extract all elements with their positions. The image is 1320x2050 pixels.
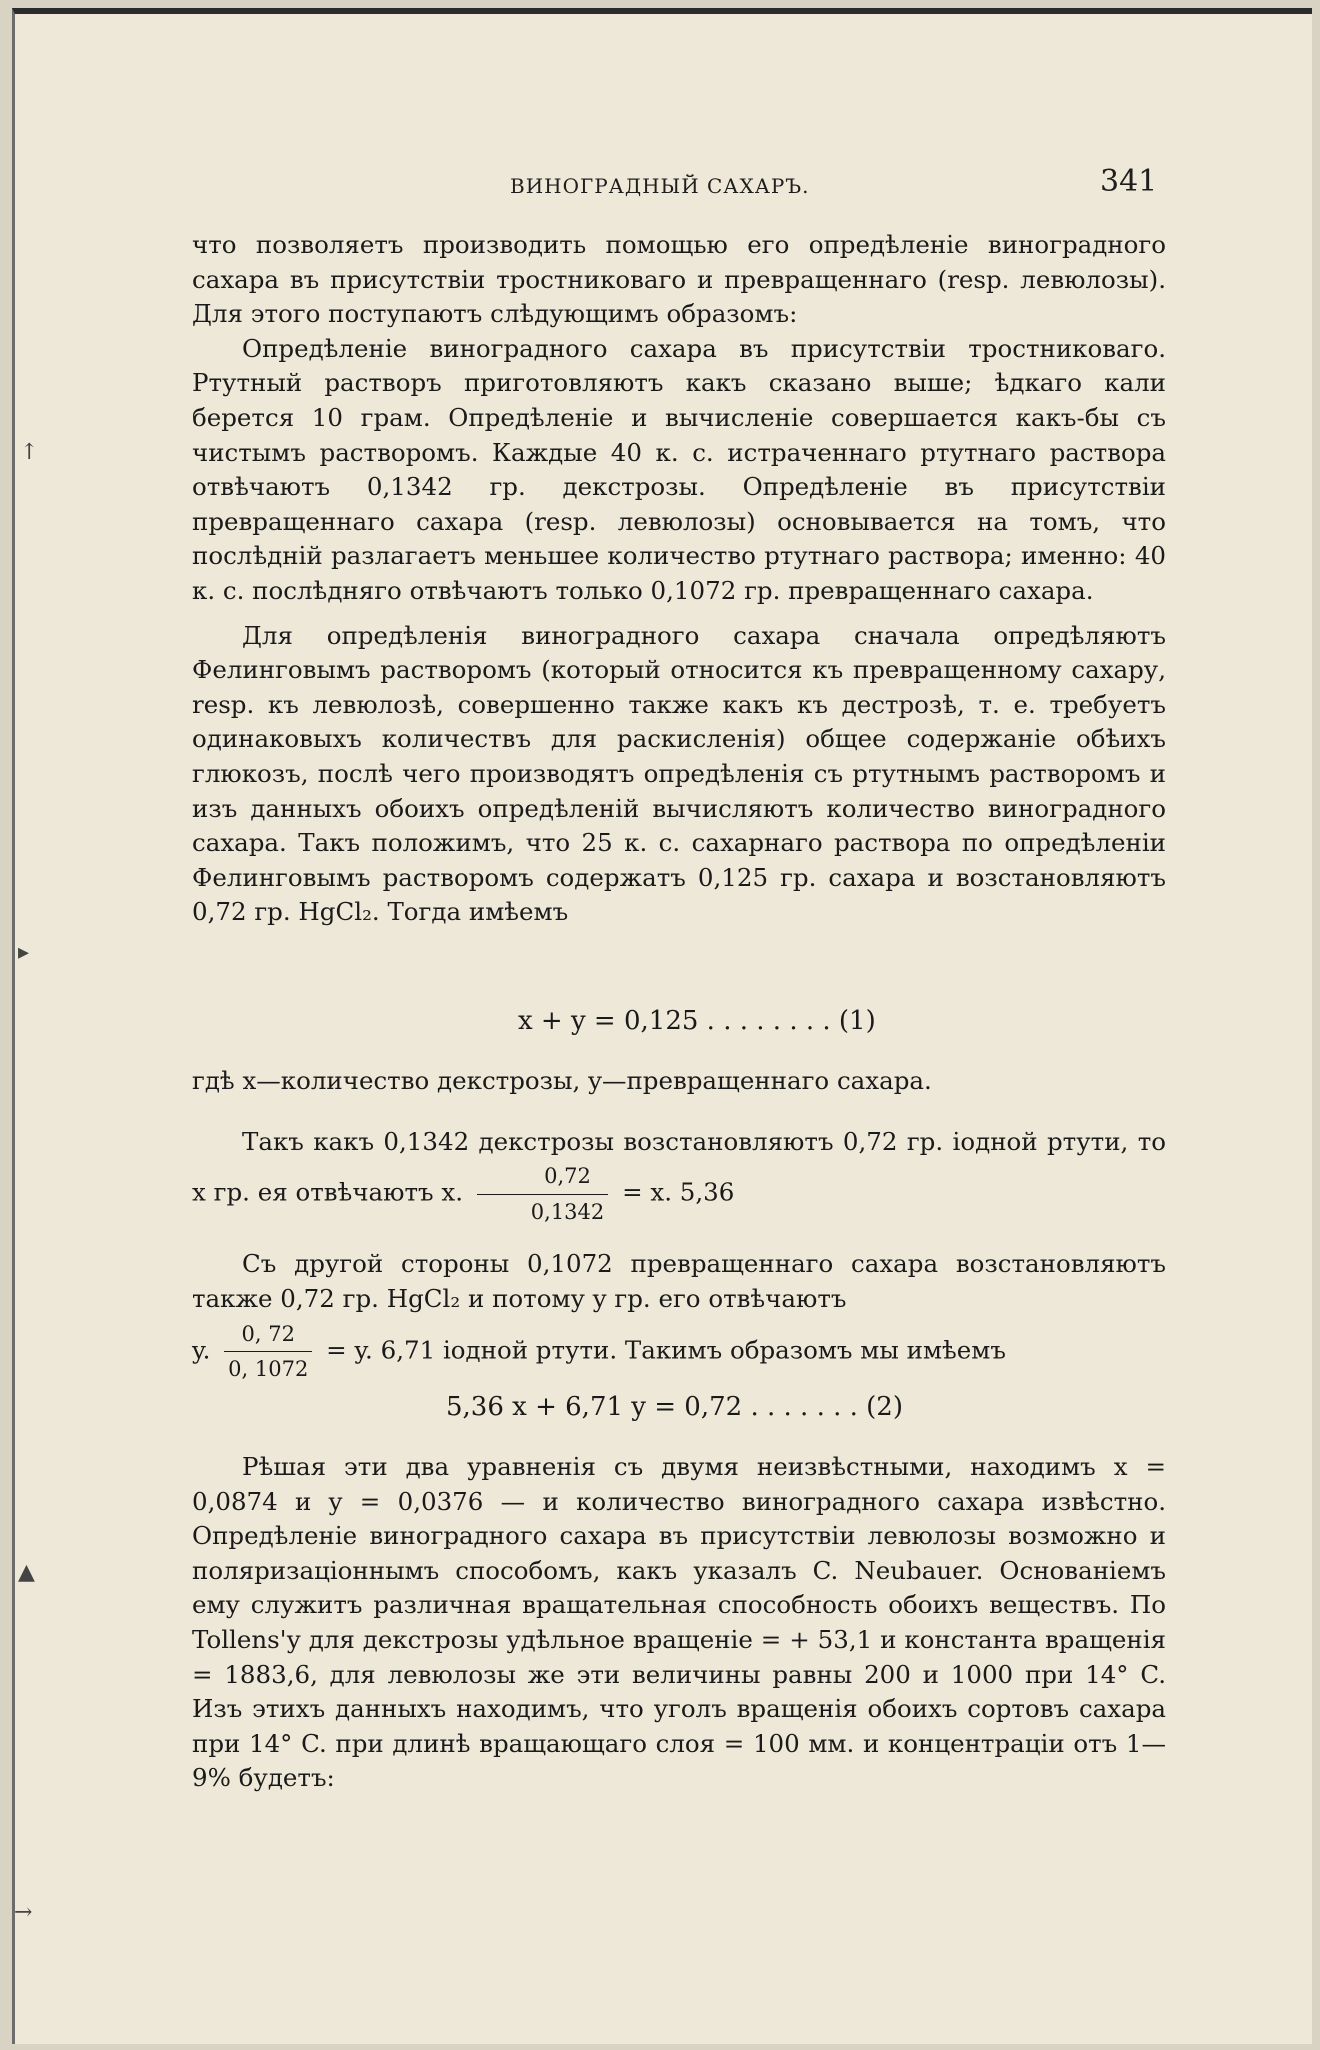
paragraph-7: Рѣшая эти два уравненія съ двумя неизвѣстными, находимъ x = 0,0874 и y = 0,0376 — и количество виноградного сахара извѣстно. Опредѣленіе виноградного сахара въ присутствіи левюлозы возможно и поляризаціоннымъ способомъ, какъ указалъ C. Neubauer. Основаніемъ ему служитъ различная вращательная способность обоихъ веществъ. По Tollens'у для декстрозы удѣльное вращеніе = + 53,1 и константа вращенія = 1883,6, для левюлозы же эти величины равны 200 и 1000 при 14° C. Изъ этихъ данныхъ находимъ, что уголъ вращенія обоихъ сортовъ сахара при 14° C. при длинѣ вращающаго слоя = 100 мм. и концентраціи отъ 1—9% будетъ:: [192, 1452, 1166, 1793]
margin-mark: ▸: [18, 940, 30, 965]
running-title: ВИНОГРАДНЫЙ САХАРЪ.: [510, 174, 810, 198]
fraction-1-numerator: 0,72: [477, 1159, 608, 1195]
paragraph-1: что позволяетъ производить помощью его опредѣленіе виноградного сахара въ присутствіи тростниковаго и превращеннаго (resp. левюлозы). Для этого поступаютъ слѣдующимъ образомъ:: [192, 230, 1166, 329]
paragraph-3: Для опредѣленія виноградного сахара сначала опредѣляютъ Фелинговымъ растворомъ (который относится къ превращенному сахару, resp. къ левюлозѣ, совершенно также какъ къ дестрозѣ, т. е. требуетъ одинаковыхъ количествъ для раскисленія) общее содержаніе обѣихъ глюкозъ, послѣ чего производятъ опредѣленія съ ртутнымъ растворомъ и изъ данныхъ обоихъ опредѣленій вычисляютъ количество виноградного сахара. Такъ положимъ, что 25 к. с. сахарнаго раствора по опредѣленіи Фелинговымъ растворомъ содержатъ 0,125 гр. сахара и возстановляютъ 0,72 гр. HgCl₂. Тогда имѣемъ: [192, 620, 1166, 927]
equation-2: 5,36 x + 6,71 y = 0,72 . . . . . . . (2): [446, 1392, 903, 1422]
running-header: [0, 166, 1320, 206]
page-number: 341: [1100, 164, 1158, 199]
paragraph-6: Съ другой стороны 0,1072 превращеннаго сахара возстановляютъ также 0,72 гр. HgCl₂ и потому y гр. его отвѣчаютъ: [192, 1249, 1166, 1313]
fraction-1: [477, 1159, 608, 1229]
fraction-2-numerator: 0, 72: [224, 1317, 312, 1353]
paragraph-2: Опредѣленіе виноградного сахара въ присутствіи тростниковаго. Ртутный растворъ приготовляютъ какъ сказано выше; ѣдкаго кали берется 10 грам. Опредѣленіе и вычисленіе совершается какъ-бы съ чистымъ растворомъ. Каждые 40 к. с. истраченнаго ртутнаго раствора отвѣчаютъ 0,1342 гр. декстрозы. Опредѣленіе въ присутствіи превращеннаго сахара (resp. левюлозы) основывается на томъ, что послѣдній разлагаетъ меньшее количество ртутнаго раствора; именно: 40 к. с. послѣдняго отвѣчаютъ только 0,1072 гр. превращеннаго сахара.: [192, 333, 1166, 605]
fraction-2-denominator: 0, 1072: [228, 1357, 309, 1382]
spacer: [192, 609, 1166, 619]
fraction-1-result: = x. 5,36: [622, 1177, 735, 1207]
margin-mark: →: [14, 1900, 33, 1925]
spacer: [192, 1099, 1166, 1125]
paragraph-5: [192, 1125, 1166, 1230]
equation-1: x + y = 0,125 . . . . . . . . (1): [518, 1006, 876, 1036]
body-text: [192, 228, 1166, 930]
paragraph-5-text: Такъ какъ 0,1342 декстрозы возстановляютъ 0,72 гр. іодной ртути, то x гр. ея отвѣчаютъ x.: [192, 1126, 1166, 1207]
spacer: [192, 1229, 1166, 1247]
body-text-2: [192, 1064, 1166, 1387]
fraction-1-denominator: 0,1342: [530, 1199, 605, 1224]
fraction-2-lead: y.: [192, 1335, 211, 1365]
fraction-2: [224, 1317, 312, 1387]
margin-mark: ↑: [20, 440, 39, 465]
body-text-3: [192, 1450, 1166, 1796]
paragraph-6b-text: = y. 6,71 іодной ртути. Такимъ образомъ мы имѣемъ: [326, 1335, 1006, 1365]
paragraph-6b: [192, 1317, 1166, 1387]
paragraph-4: гдѣ x—количество декстрозы, y—превращеннаго сахара.: [192, 1066, 932, 1095]
margin-mark: ▲: [18, 1560, 35, 1585]
